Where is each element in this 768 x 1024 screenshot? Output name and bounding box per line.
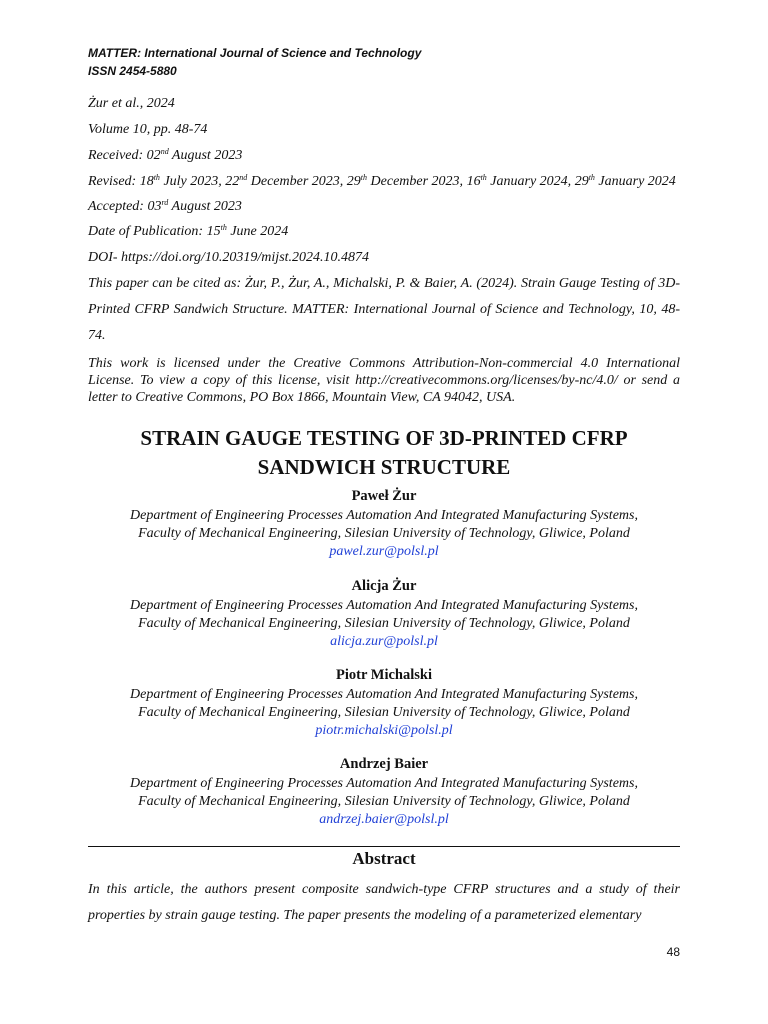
author-name: Andrzej Baier bbox=[339, 756, 429, 772]
author-name: Paweł Żur bbox=[351, 488, 417, 504]
paper-title: STRAIN GAUGE TESTING OF 3D-PRINTED CFRP SANDWICH STRUCTURE bbox=[140, 426, 628, 479]
page-number: 48 bbox=[666, 945, 680, 959]
journal-name: MATTER: International Journal of Science and Technology bbox=[88, 46, 422, 60]
abstract-heading: Abstract bbox=[352, 849, 416, 868]
authors-year: Żur et al., 2024 bbox=[88, 96, 175, 111]
accepted-date: Accepted: 03rd August 2023 bbox=[88, 198, 242, 214]
author-affiliation: Department of Engineering Processes Automation And Integrated Manufacturing Systems, bbox=[130, 776, 638, 791]
publication-date: Date of Publication: 15th June 2024 bbox=[88, 223, 289, 239]
author-name: Alicja Żur bbox=[351, 578, 417, 594]
section-divider bbox=[88, 846, 680, 847]
author-affiliation: Faculty of Mechanical Engineering, Silesian University of Technology, Gliwice, Poland bbox=[138, 616, 630, 631]
author-affiliation: Faculty of Mechanical Engineering, Silesian University of Technology, Gliwice, Poland bbox=[138, 526, 630, 541]
author-email-link[interactable]: alicja.zur@polsl.pl bbox=[330, 634, 438, 649]
author-email-link[interactable]: andrzej.baier@polsl.pl bbox=[319, 812, 449, 827]
author-block bbox=[88, 755, 680, 829]
license-text: This work is licensed under the Creative Commons Attribution-Non-commercial 4.0 International License. To view a copy of this license, visit http://creativecommons.org/licenses/by-nc/4.0/ or send a letter to Creative Commons, PO Box 1866, Mountain View, CA 94042, USA. bbox=[88, 356, 680, 405]
author-affiliation: Faculty of Mechanical Engineering, Silesian University of Technology, Gliwice, Poland bbox=[138, 794, 630, 809]
author-email-link[interactable]: pawel.zur@polsl.pl bbox=[329, 544, 439, 559]
author-affiliation: Department of Engineering Processes Automation And Integrated Manufacturing Systems, bbox=[130, 508, 638, 523]
issn: ISSN 2454-5880 bbox=[88, 64, 177, 78]
volume-pages: Volume 10, pp. 48-74 bbox=[88, 122, 208, 137]
author-block bbox=[88, 666, 680, 740]
doi-link[interactable]: DOI- https://doi.org/10.20319/mijst.2024.10.4874 bbox=[88, 250, 370, 265]
author-affiliation: Department of Engineering Processes Automation And Integrated Manufacturing Systems, bbox=[130, 598, 638, 613]
author-email-link[interactable]: piotr.michalski@polsl.pl bbox=[315, 723, 453, 738]
author-name: Piotr Michalski bbox=[336, 667, 432, 683]
author-affiliation: Department of Engineering Processes Automation And Integrated Manufacturing Systems, bbox=[130, 687, 638, 702]
author-block bbox=[88, 577, 680, 651]
abstract-text: In this article, the authors present composite sandwich-type CFRP structures and a study of their properties by strain gauge testing. The paper presents the modeling of a parameterized elementary bbox=[88, 882, 680, 923]
author-affiliation: Faculty of Mechanical Engineering, Silesian University of Technology, Gliwice, Poland bbox=[138, 705, 630, 720]
author-block bbox=[88, 487, 680, 561]
revised-dates: Revised: 18th July 2023, 22nd December 2023, 29th December 2023, 16th January 2024, 29th January 2024 bbox=[88, 173, 676, 189]
citation-text: This paper can be cited as: Żur, P., Żur, A., Michalski, P. & Baier, A. (2024). Strain Gauge Testing of 3D-Printed CFRP Sandwich Structure. MATTER: International Journal of Science and Technology, 10, 48-74. bbox=[88, 276, 680, 343]
received-date: Received: 02nd August 2023 bbox=[88, 147, 243, 163]
